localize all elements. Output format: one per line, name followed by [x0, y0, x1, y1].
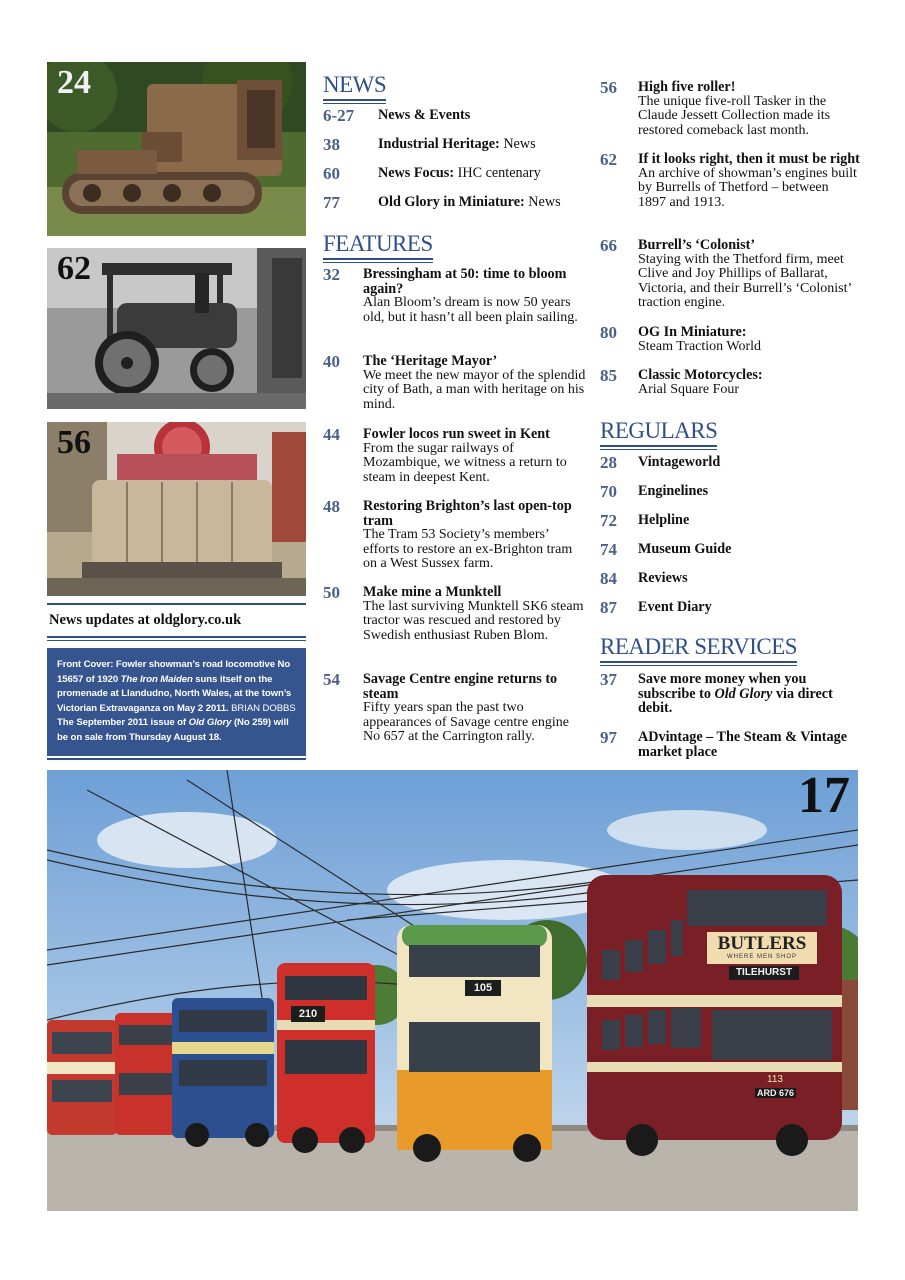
- feature-title: Bressingham at 50: time to bloom again?: [363, 266, 567, 297]
- page-ref: 72: [600, 511, 617, 530]
- news-item-title: News Focus: IHC centenary: [378, 165, 541, 181]
- feature-desc: We meet the new mayor of the splendid city of Bath, a man with heritage on his mind.: [363, 367, 586, 412]
- caption-text: suns itself on the promenade at Llandudno, North Wales, at the town’s Victorian Extravaganza on May 2 2011.: [57, 673, 292, 714]
- photo-credit: BRIAN DOBBS: [231, 702, 296, 714]
- issue-italic: Old Glory: [188, 717, 232, 728]
- photo-trolleybuses[interactable]: [47, 770, 858, 1211]
- section-heading-regulars: [600, 418, 717, 450]
- page-ref: 97: [600, 728, 617, 747]
- news-item-title: Industrial Heritage: News: [378, 136, 536, 152]
- heading-text: NEWS: [323, 72, 387, 97]
- caption-text: Front Cover: Fowler showman’s road locomotive No 15657 of 1920: [57, 659, 291, 685]
- bus-sign-butlers: BUTLERS: [717, 933, 807, 954]
- reader-service-title: Save more money when you subscribe to Old Glory via direct debit.: [638, 671, 833, 716]
- feature-desc: From the sugar railways of Mozambique, we witness a return to steam in deepest Kent.: [363, 440, 567, 485]
- page-ref: 50: [323, 583, 340, 602]
- divider: [47, 640, 306, 641]
- caption-italic: The Iron Maiden: [120, 673, 193, 685]
- page-ref: 44: [323, 425, 340, 444]
- page-ref: 66: [600, 236, 617, 255]
- feature-title: Restoring Brighton’s last open-top tram: [363, 498, 572, 529]
- page-ref: 40: [323, 352, 340, 371]
- regular-title: Reviews: [638, 570, 688, 586]
- feature-desc: Alan Bloom’s dream is now 50 years old, but it hasn’t all been plain sailing.: [363, 295, 578, 325]
- regular-title: Museum Guide: [638, 541, 732, 557]
- news-updates-link[interactable]: News updates at oldglory.co.uk: [49, 612, 242, 628]
- feature-title: OG In Miniature:: [638, 324, 747, 340]
- page-ref: 54: [323, 670, 340, 689]
- news-item-title: News & Events: [378, 107, 471, 123]
- section-heading-news: [323, 72, 386, 104]
- bus-route-210: 210: [298, 1008, 318, 1020]
- page-ref: 74: [600, 540, 617, 559]
- page-ref: 87: [600, 598, 617, 617]
- feature-title: Savage Centre engine returns to steam: [363, 671, 558, 702]
- photo-crawler-tractor[interactable]: [47, 62, 306, 236]
- page-number-56: 56: [57, 424, 91, 461]
- reader-service-title: ADvintage – The Steam & Vintage market place: [638, 729, 847, 760]
- bus-route-105: 105: [473, 982, 493, 994]
- heading-text: FEATURES: [323, 231, 433, 256]
- bus-destination-tilehurst: TILEHURST: [735, 967, 793, 978]
- feature-title: Fowler locos run sweet in Kent: [363, 426, 550, 442]
- page-ref: 6-27: [323, 106, 355, 125]
- news-item-title: Old Glory in Miniature: News: [378, 194, 561, 210]
- front-cover-caption: [47, 648, 306, 756]
- divider: [47, 636, 306, 638]
- page-number-24: 24: [57, 64, 91, 101]
- feature-desc: An archive of showman’s engines built by Burrells of Thetford – between 1897 and 1913.: [638, 165, 857, 210]
- section-heading-features: [323, 231, 433, 263]
- bus-fleet-113: 113: [767, 1074, 783, 1085]
- regular-title: Vintageworld: [638, 454, 721, 470]
- page-ref: 77: [323, 193, 340, 212]
- bus-sign-butlers-sub: WHERE MEN SHOP: [726, 954, 797, 960]
- feature-title: If it looks right, then it must be right: [638, 151, 860, 167]
- heading-text: READER SERVICES: [600, 634, 798, 659]
- page-ref: 84: [600, 569, 617, 588]
- page-number-17: 17: [798, 770, 850, 824]
- feature-desc: The unique five-roll Tasker in the Claude Jessett Collection made its restored comeback last month.: [638, 93, 831, 138]
- feature-desc: Arial Square Four: [638, 381, 740, 397]
- page-ref: 32: [323, 265, 340, 284]
- page-ref: 48: [323, 497, 340, 516]
- issue-text: The September 2011 issue of: [57, 717, 189, 728]
- page-ref: 70: [600, 482, 617, 501]
- regular-title: Event Diary: [638, 599, 712, 615]
- photo-showmans-engine[interactable]: [47, 248, 306, 409]
- feature-title: Make mine a Munktell: [363, 584, 502, 600]
- feature-desc: The last surviving Munktell SK6 steam tractor was rescued and restored by Swedish enthusiast Ruben Blom.: [363, 598, 584, 643]
- page-ref: 80: [600, 323, 617, 342]
- photo-five-roll-roller[interactable]: [47, 422, 306, 596]
- page-number-62: 62: [57, 250, 91, 287]
- feature-title: Classic Motorcycles:: [638, 367, 763, 383]
- feature-title: The ‘Heritage Mayor’: [363, 353, 498, 369]
- regular-title: Enginelines: [638, 483, 709, 499]
- bus-registration: ARD 676: [757, 1088, 795, 1098]
- page-ref: 37: [600, 670, 617, 689]
- feature-desc: Fifty years span the past two appearances of Savage centre engine No 657 at the Carrington rally.: [363, 700, 569, 744]
- feature-title: High five roller!: [638, 79, 736, 95]
- page-ref: 56: [600, 78, 617, 97]
- feature-title: Burrell’s ‘Colonist’: [638, 237, 756, 253]
- issue-text: (No 259) will be on sale from Thursday August 18.: [57, 717, 289, 743]
- feature-desc: Staying with the Thetford firm, meet Clive and Joy Phillips of Ballarat, Victoria, and their Burrell’s ‘Colonist’ traction engine.: [638, 251, 852, 310]
- regular-title: Helpline: [638, 512, 690, 528]
- divider: [47, 603, 306, 605]
- page-ref: 62: [600, 150, 617, 169]
- page-ref: 85: [600, 366, 617, 385]
- heading-text: REGULARS: [600, 418, 718, 443]
- divider: [47, 758, 306, 760]
- feature-desc: The Tram 53 Society’s members’ efforts to restore an ex-Brighton tram on a West Sussex farm.: [363, 527, 573, 571]
- page-ref: 38: [323, 135, 340, 154]
- section-heading-reader-services: [600, 634, 797, 666]
- feature-desc: Steam Traction World: [638, 338, 762, 354]
- page-ref: 28: [600, 453, 617, 472]
- page-ref: 60: [323, 164, 340, 183]
- trolleybus-illustration: [47, 770, 858, 1211]
